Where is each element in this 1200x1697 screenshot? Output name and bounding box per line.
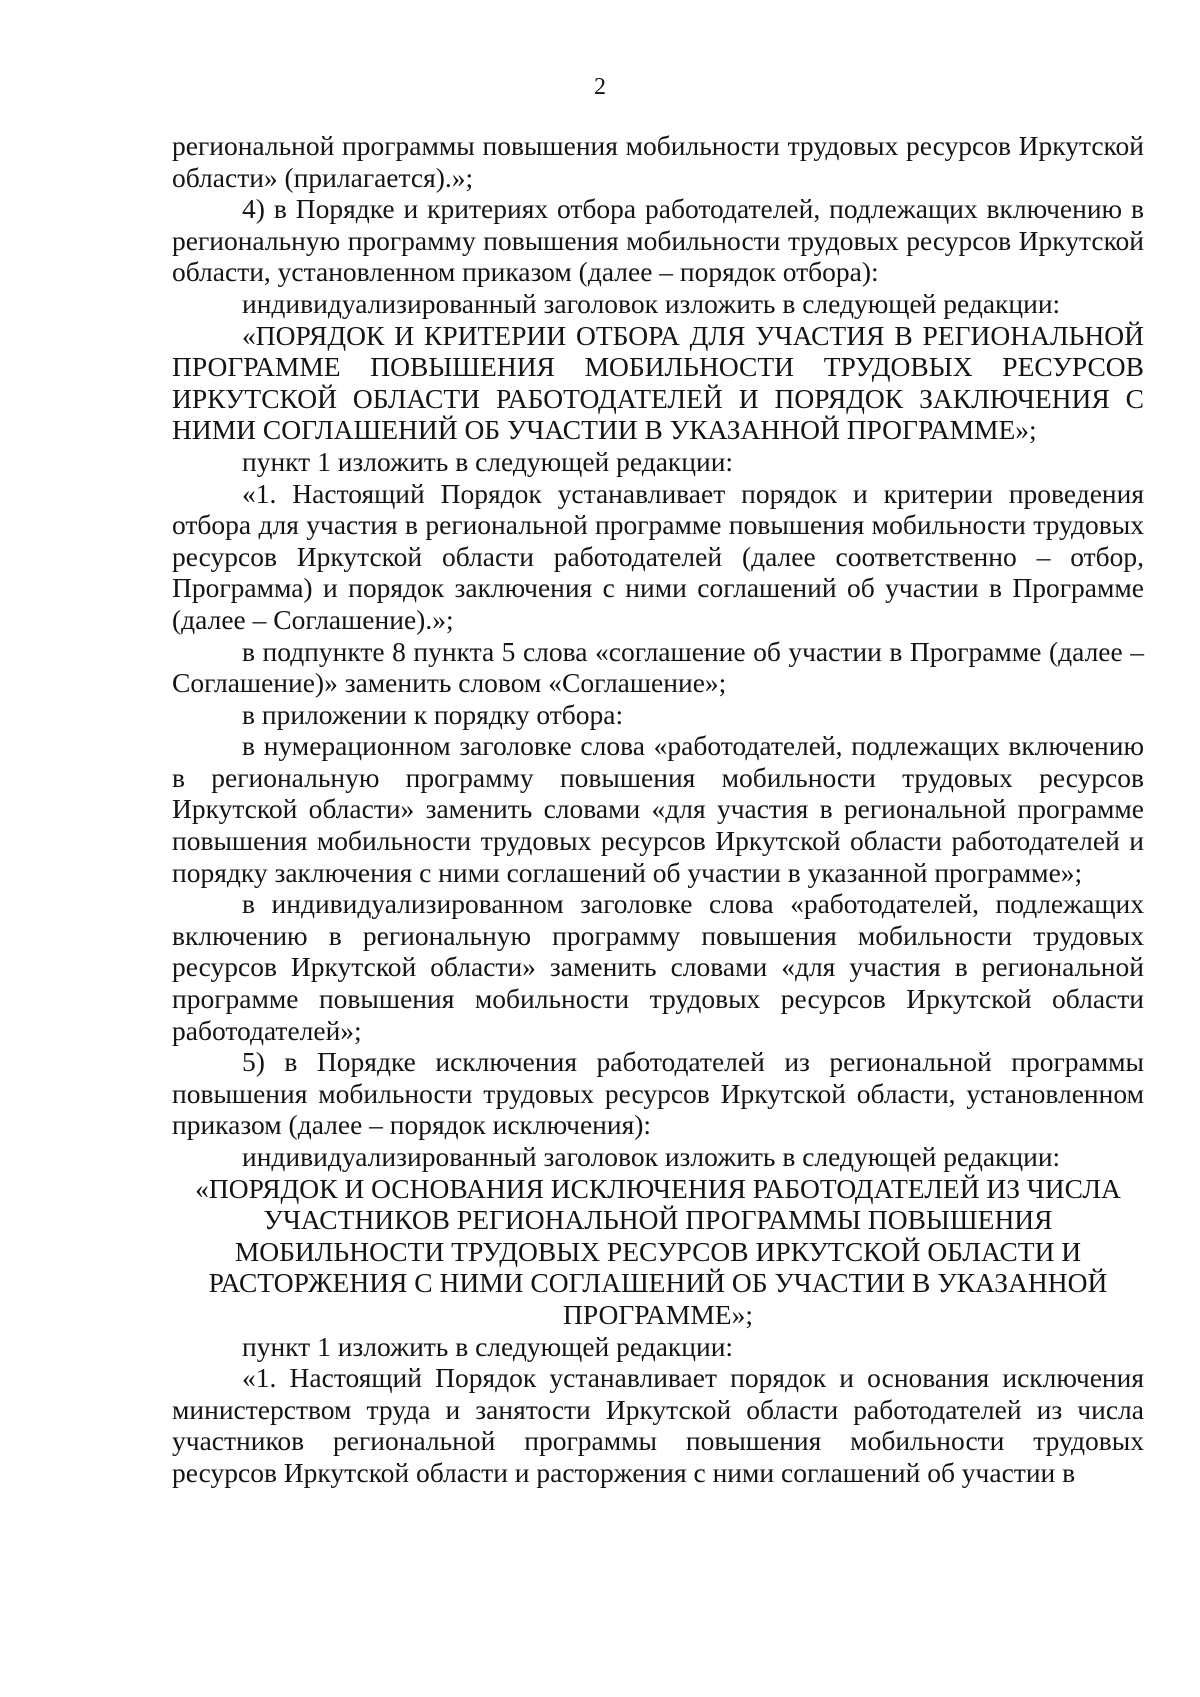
paragraph-continuation: региональной программы повышения мобильности трудовых ресурсов Иркутской области» (прилагается).»;	[172, 130, 1144, 193]
paragraph-heading-instruction: индивидуализированный заголовок изложить в следующей редакции:	[242, 287, 1061, 319]
paragraph-point-1-instruction-2: пункт 1 изложить в следующей редакции:	[242, 1330, 734, 1362]
paragraph-individual-heading: в индивидуализированном заголовке слова «работодателей, подлежащих включению в региональную программу повышения мобильности трудовых ресурсов Иркутской области» заменить словами «для участия в региональной программе повышения мобильности трудовых ресурсов Иркутской области работодателей»;	[172, 888, 1144, 1046]
paragraph-heading-instruction-2: индивидуализированный заголовок изложить в следующей редакции:	[242, 1141, 1061, 1172]
paragraph-numbering-heading: в нумерационном заголовке слова «работодателей, подлежащих включению в региональную программу повышения мобильности трудовых ресурсов Иркутской области» заменить словами «для участия в региональной программе повышения мобильности трудовых ресурсов Иркутской области работодателей и порядку заключения с ними соглашений об участии в указанной программе»;	[172, 730, 1144, 888]
paragraph-item-4: 4) в Порядке и критериях отбора работодателей, подлежащих включению в региональную программу повышения мобильности трудовых ресурсов Иркутской области, установленном приказом (далее – порядок отбора):	[172, 193, 1144, 288]
paragraph-new-heading-exclusion-order: «ПОРЯДОК И ОСНОВАНИЯ ИСКЛЮЧЕНИЯ РАБОТОДАТЕЛЕЙ ИЗ ЧИСЛА УЧАСТНИКОВ РЕГИОНАЛЬНОЙ ПРОГРАММЫ ПОВЫШЕНИЯ МОБИЛЬНОСТИ ТРУДОВЫХ РЕСУРСОВ ИРКУТСКОЙ ОБЛАСТИ И РАСТОРЖЕНИЯ С НИМИ СОГЛАШЕНИЙ ОБ УЧАСТИИ В УКАЗАННОЙ ПРОГРАММЕ»;	[195, 1172, 1121, 1330]
paragraph-subpoint-8: в подпункте 8 пункта 5 слова «соглашение об участии в Программе (далее – Соглашение)» заменить словом «Соглашение»;	[172, 635, 1144, 699]
paragraph-new-heading-selection-order: «ПОРЯДОК И КРИТЕРИИ ОТБОРА ДЛЯ УЧАСТИЯ В РЕГИОНАЛЬНОЙ ПРОГРАММЕ ПОВЫШЕНИЯ МОБИЛЬНОСТИ ТРУДОВЫХ РЕСУРСОВ ИРКУТСКОЙ ОБЛАСТИ РАБОТОДАТЕЛЕЙ И ПОРЯДОК ЗАКЛЮЧЕНИЯ С НИМИ СОГЛАШЕНИЙ ОБ УЧАСТИИ В УКАЗАННОЙ ПРОГРАММЕ»;	[172, 319, 1144, 446]
paragraph-appendix-intro: в приложении к порядку отбора:	[242, 698, 624, 730]
paragraph-point-1-instruction: пункт 1 изложить в следующей редакции:	[242, 445, 734, 477]
document-body	[172, 130, 1144, 1489]
paragraph-item-5: 5) в Порядке исключения работодателей из региональной программы повышения мобильности трудовых ресурсов Иркутской области, установленном приказом (далее – порядок исключения):	[172, 1046, 1144, 1141]
paragraph-point-1-text: «1. Настоящий Порядок устанавливает порядок и критерии проведения отбора для участия в региональной программе повышения мобильности трудовых ресурсов Иркутской области работодателей (далее соответственно – отбор, Программа) и порядок заключения с ними соглашений об участии в Программе (далее – Соглашение).»;	[172, 477, 1144, 635]
page-number: 2	[594, 74, 606, 100]
paragraph-point-1-text-2: «1. Настоящий Порядок устанавливает порядок и основания исключения министерством труда и занятости Иркутской области работодателей из числа участников региональной программы повышения мобильности трудовых ресурсов Иркутской области и расторжения с ними соглашений об участии в	[172, 1362, 1144, 1488]
